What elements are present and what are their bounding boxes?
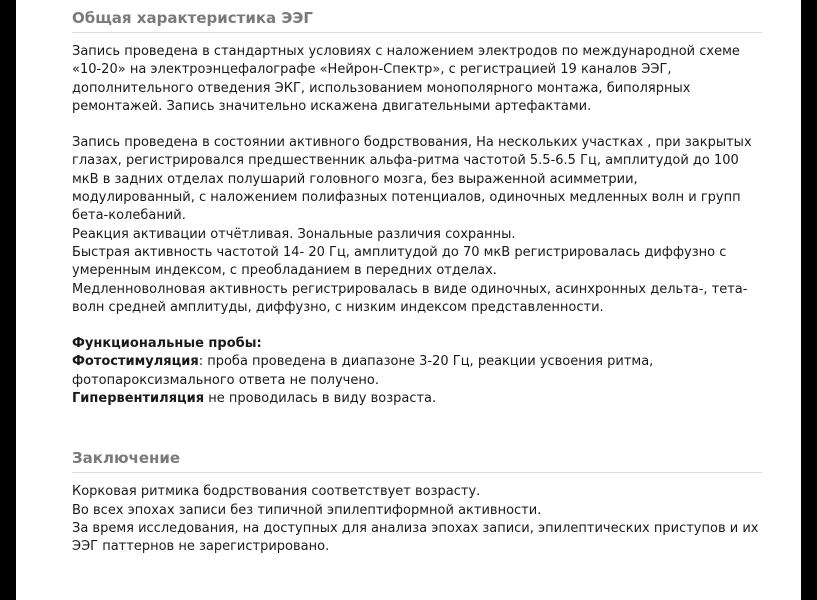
conclusion-line-2: Во всех эпохах записи без типичной эпилептиформной активности.	[72, 502, 542, 518]
hyperventilation-label: Гипервентиляция	[72, 391, 205, 407]
eeg-characteristics-heading: Общая характеристика ЭЭГ	[72, 8, 762, 33]
hyperventilation-text: не проводилась в виду возраста.	[204, 391, 437, 407]
slow-wave-paragraph: Медленноволновая активность регистрировалась в виде одиночных, асинхронных дельта-, тета-волн средней амплитуды, диффузно, с низким индексом представленности.	[72, 281, 748, 315]
alpha-rhythm-paragraph: Запись проведена в состоянии активного бодрствования, На нескольких участках , при закрытых глазах, регистрировался предшественник альфа-ритма частотой 5.5-6.5 Гц, амплитудой до 100 мкВ в задних отделах полушарий головного мозга, без выраженной асимметрии, модулированный, с наложением полифазных потенциалов, одиночных медленных волн и групп бета-колебаний.	[72, 135, 752, 224]
document-content	[72, 8, 762, 557]
conclusion-line-3: За время исследования, на доступных для анализа эпохах записи, эпилептических приступов и их ЭЭГ паттернов не зарегистрировано.	[72, 520, 759, 555]
recording-conditions-paragraph: Запись проведена в стандартных условиях с наложением электродов по международной схеме «10-20» на электроэнцефалографе «Нейрон-Спектр», с регистрацией 19 каналов ЭЭГ, дополнительного отведения ЭКГ, использованием монополярного монтажа, биполярных ремонтажей. Запись значительно искажена двигательными артефактами.	[72, 44, 740, 114]
photostimulation-text: : проба проведена в диапазоне 3-20 Гц, реакции усвоения ритма, фотопароксизмального ответа не получено.	[72, 354, 654, 388]
document-page	[16, 0, 801, 600]
functional-tests-label: Функциональные пробы:	[72, 336, 262, 352]
conclusion-heading: Заключение	[72, 448, 762, 473]
hyperventilation-paragraph	[72, 390, 762, 408]
photostimulation-paragraph	[72, 353, 762, 390]
photostimulation-label: Фотостимуляция	[72, 354, 199, 370]
conclusion-line-1: Корковая ритмика бодрствования соответствует возрасту.	[72, 484, 481, 500]
fast-activity-paragraph: Быстрая активность частотой 14- 20 Гц, амплитудой до 70 мкВ регистрировалась диффузно с умеренным индексом, с преобладанием в передних отделах.	[72, 244, 727, 279]
activation-reaction-paragraph: Реакция активации отчётливая. Зональные различия сохранны.	[72, 226, 516, 242]
